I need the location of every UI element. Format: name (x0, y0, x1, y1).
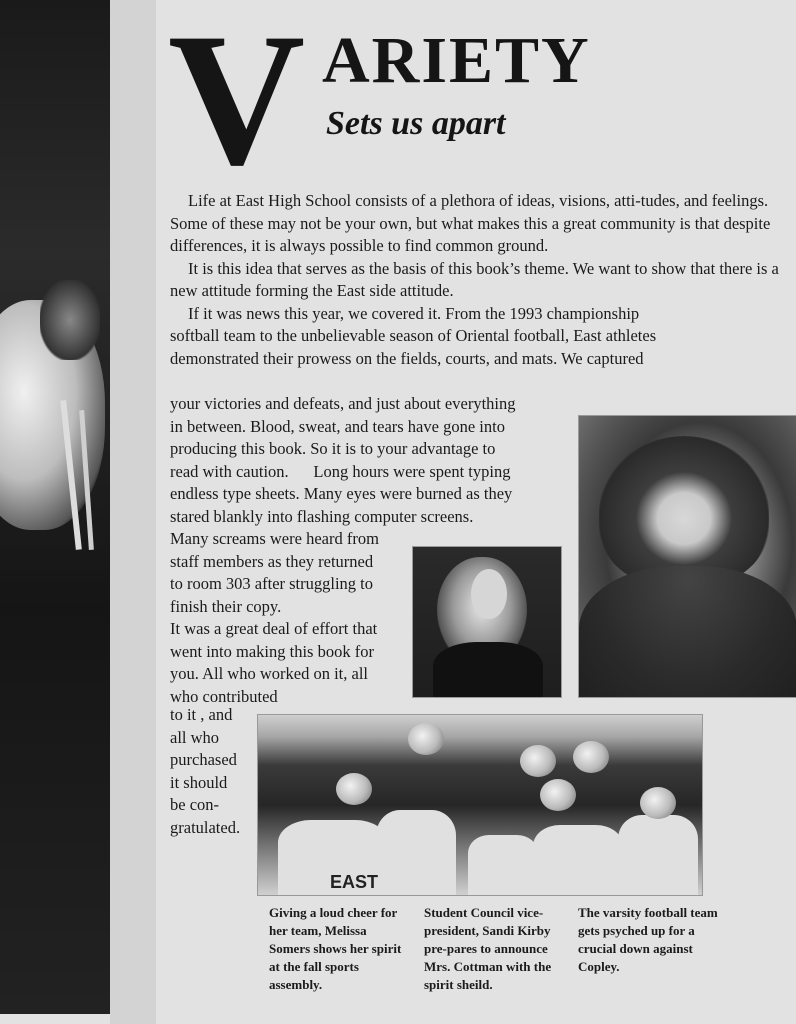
column-line: all who (170, 727, 220, 747)
column-line: you. All who worked on it, all (170, 664, 368, 683)
column-line: in between. Blood, sweat, and tears have gone into (170, 416, 505, 436)
text-column-2 (170, 528, 405, 708)
column-line: went into making this book for (170, 641, 374, 661)
helmet (540, 779, 576, 811)
column-line: it should (170, 772, 228, 792)
helmet (408, 723, 444, 755)
photo-subject-dress (433, 642, 543, 698)
photo-student-council (412, 546, 562, 698)
photo-cheerleader (578, 415, 796, 698)
column-line: It was a great deal of effort that (170, 619, 378, 638)
left-edge-photo (0, 0, 110, 1014)
column-line: stared blankly into flashing computer screens. (170, 506, 474, 526)
column-line: to room 303 after struggling to (170, 574, 374, 593)
helmet (640, 787, 676, 819)
column-line: gratulated. (170, 817, 241, 837)
text-column-3 (170, 704, 255, 839)
player-jersey (468, 835, 538, 895)
player-jersey (618, 815, 698, 895)
paragraph-1: Life at East High School consists of a plethora of ideas, visions, atti-tudes, and feelings. Some of these may not be your own, but what makes this a great community is that despite differences, it is always possible to find common ground. (170, 191, 771, 255)
text-column-1 (170, 393, 570, 528)
column-line: read with caution. Long hours were spent typing (170, 461, 511, 481)
column-line: staff members as they returned (170, 551, 374, 571)
column-line: endless type sheets. Many eyes were burned as they (170, 484, 513, 503)
intro-text (170, 190, 790, 370)
column-line: finish their copy. (170, 596, 282, 616)
helmet (573, 741, 609, 773)
page-subtitle: Sets us apart (326, 105, 506, 142)
column-line: be con- (170, 795, 220, 814)
player-jersey (533, 825, 623, 895)
caption-football: The varsity football team gets psyched up for a crucial down against Copley. (578, 905, 718, 974)
column-line: your victories and defeats, and just about everything (170, 394, 516, 413)
paragraph-3-line: demonstrated their prowess on the fields, courts, and mats. We captured (170, 348, 644, 368)
column-line: Many screams were heard from (170, 529, 379, 548)
page-title: ARIETY (322, 24, 591, 97)
column-line: purchased (170, 750, 237, 769)
helmet (336, 773, 372, 805)
photo-subject-hair (599, 436, 769, 586)
left-photo-shadow (40, 280, 100, 360)
column-line: producing this book. So it is to your advantage to (170, 439, 496, 458)
paragraph-3-line: If it was news this year, we covered it. From the 1993 championship (188, 303, 640, 323)
paragraph-2: It is this idea that serves as the basis of this book’s theme. We want to show that there is a new attitude forming the East side attitude. (170, 258, 779, 300)
page-gutter (110, 0, 156, 1024)
photo-football-team (257, 714, 703, 896)
photo-subject-face (471, 569, 507, 619)
caption-council: Student Council vice-president, Sandi Kirby pre-pares to announce Mrs. Cottman with the spirit sheild. (424, 905, 552, 992)
paragraph-3-line: softball team to the unbelievable season of Oriental football, East athletes (170, 326, 657, 345)
photo-subject-jacket (579, 566, 796, 698)
player-jersey (376, 810, 456, 895)
helmet (520, 745, 556, 777)
column-line: to it , and (170, 705, 233, 724)
column-line: who contributed (170, 686, 278, 706)
jersey-lettering: EAST (330, 872, 379, 892)
title-drop-cap: V (168, 0, 306, 205)
caption-cheer: Giving a loud cheer for her team, Melissa Somers shows her spirit at the fall sports assembly. (269, 905, 402, 992)
